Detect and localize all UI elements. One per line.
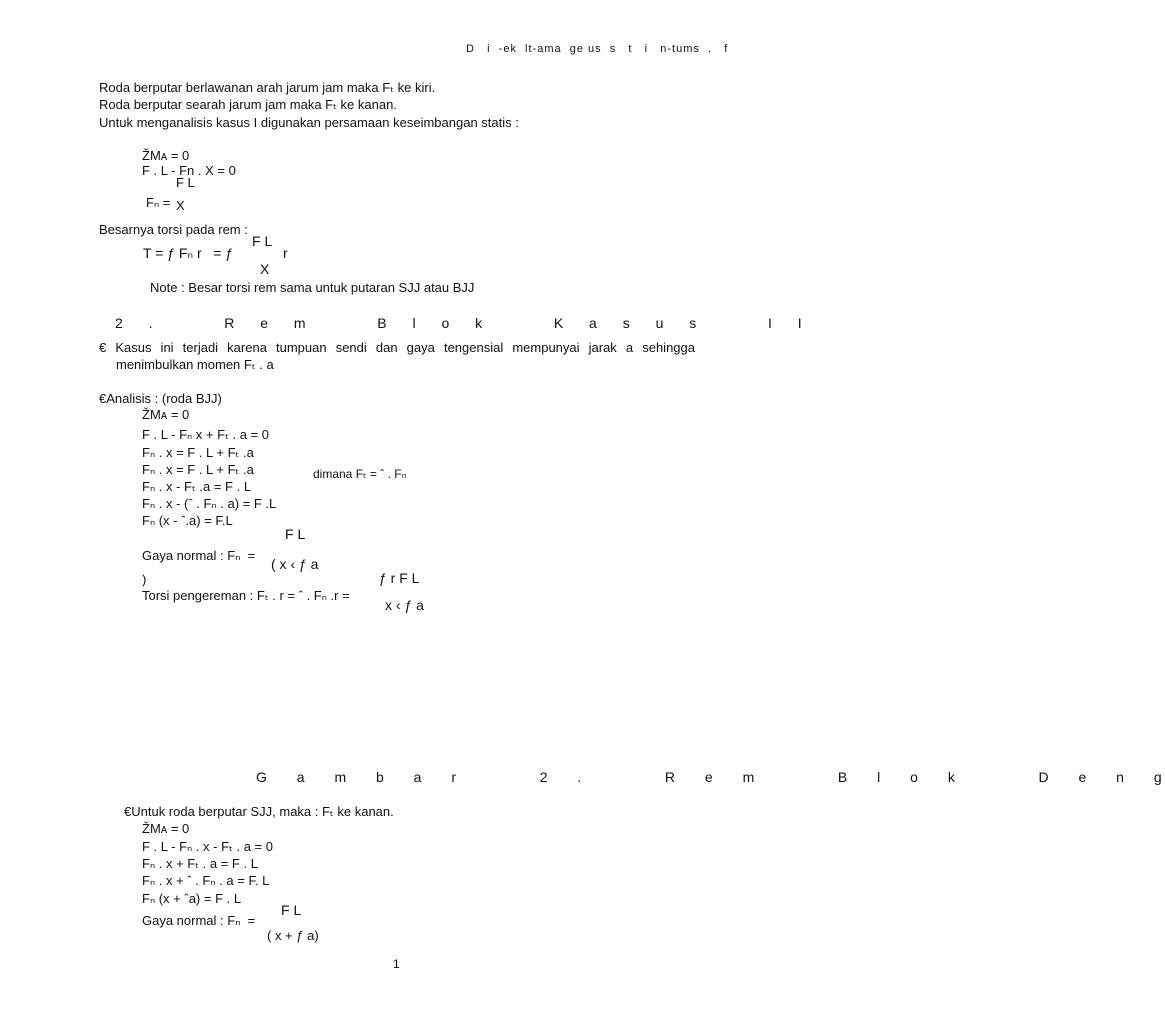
case1-fraction-numerator: F L <box>176 175 195 190</box>
torque-equation: T = ƒ Fₙ r = ƒ <box>143 245 234 261</box>
torque-fraction-denominator: X <box>260 261 270 277</box>
section-2-title: 2 . R e m B l o k K a s u s I I <box>115 315 805 331</box>
page-number: 1 <box>393 957 400 971</box>
case1-fn-label: Fₙ = <box>146 195 171 210</box>
braking-torque-denominator: x ‹ ƒ a <box>385 597 424 613</box>
sjj-eq-4: Fₙ . x + ˆ . Fₙ . a = F. L <box>142 873 270 888</box>
page-header: D i -ek lt-ama ge us s t i n-tums . f <box>466 43 729 55</box>
intro-line-2: Roda berputar searah jarum jam maka Fₜ ke kanan. <box>99 97 397 112</box>
intro-line-1: Roda berputar berlawanan arah jarum jam maka Fₜ ke kiri. <box>99 80 436 95</box>
figure-caption: G a m b a r 2 . R e m B l o k D e n g <box>256 769 1165 785</box>
sjj-normal-denominator: ( x + ƒ a) <box>267 928 319 943</box>
section-2-bullet-line-1: € Kasus ini terjadi karena tumpuan sendi dan gaya tengensial mempunyai jarak a sehingga <box>99 340 695 355</box>
sjj-eq-5: Fₙ (x + ˆa) = F . L <box>142 891 242 906</box>
braking-torque-label: Torsi pengereman : Fₜ . r = ˆ . Fₙ .r = <box>142 588 350 603</box>
analysis-eq-6: Fₙ . x - (ˆ . Fₙ . a) = F .L <box>142 496 277 511</box>
case1-balance-eq: F . L - Fn . X = 0 <box>142 163 236 178</box>
section-2-bullet-line-2: menimbulkan momen Fₜ . a <box>116 357 274 372</box>
sjj-normal-numerator: F L <box>281 902 302 918</box>
sjj-eq-2: F . L - Fₙ . x - Fₜ . a = 0 <box>142 839 273 854</box>
braking-torque-numerator: ƒ r F L <box>379 570 420 586</box>
analysis-eq-1: ŽMᴀ = 0 <box>142 407 190 422</box>
analysis-where: dimana Fₜ = ˆ . Fₙ <box>313 467 407 481</box>
case1-moment-eq: ŽMᴀ = 0 <box>142 148 190 163</box>
sjj-eq-1: ŽMᴀ = 0 <box>142 821 190 836</box>
normal-force-denominator: ( x ‹ ƒ a <box>271 556 319 572</box>
analysis-eq-2: F . L - Fₙ x + Fₜ . a = 0 <box>142 427 270 442</box>
torque-suffix: r <box>283 245 288 261</box>
analysis-eq-3: Fₙ . x = F . L + Fₜ .a <box>142 445 254 460</box>
analysis-eq-4: Fₙ . x = F . L + Fₜ .a <box>142 462 254 477</box>
case1-fraction-denominator: X <box>176 198 185 213</box>
sjj-eq-3: Fₙ . x + Fₜ . a = F . L <box>142 856 258 871</box>
normal-force-label: Gaya normal : Fₙ = <box>142 548 256 563</box>
torque-label: Besarnya torsi pada rem : <box>99 222 248 237</box>
torque-note: Note : Besar torsi rem sama untuk putaran SJJ atau BJJ <box>150 280 475 295</box>
torque-fraction-numerator: F L <box>252 233 273 249</box>
analysis-eq-7: Fₙ (x - ˆ.a) = F.L <box>142 513 233 528</box>
normal-force-close-paren: ) <box>142 572 147 587</box>
sjj-normal-label: Gaya normal : Fₙ = <box>142 913 256 928</box>
normal-force-numerator: F L <box>285 526 306 542</box>
intro-line-3: Untuk menganalisis kasus I digunakan persamaan keseimbangan statis : <box>99 115 519 130</box>
sjj-heading: €Untuk roda berputar SJJ, maka : Fₜ ke kanan. <box>124 804 394 819</box>
analysis-heading: €Analisis : (roda BJJ) <box>99 391 222 406</box>
analysis-eq-5: Fₙ . x - Fₜ .a = F . L <box>142 479 252 494</box>
